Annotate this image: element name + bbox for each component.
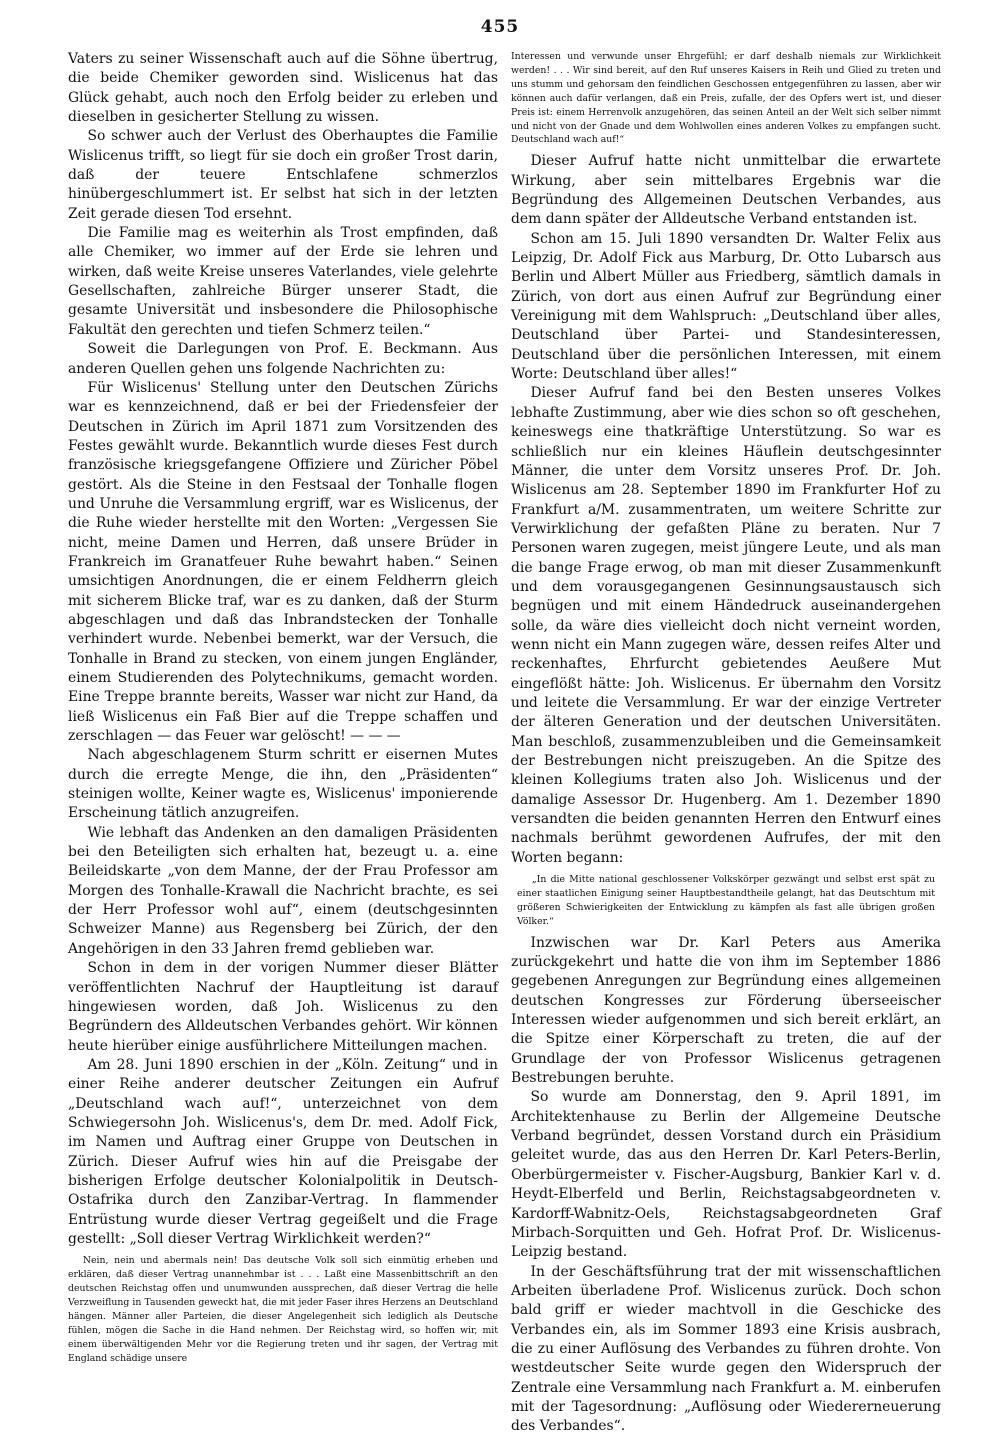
paragraph: Dieser Aufruf fand bei den Besten unseres Volkes lebhafte Zustimmung, aber wie dies schon so oft geschehen, keineswegs eine thatkräftige Unterstützung. So war es schließlich nur ein kleines Häuflein deutschgesinnter Männer, die unter dem Vorsitz unseres Prof. Dr. Joh. Wislicenus am 28. September 1890 im Frankfurter Hof zu Frankfurt a/M. zusammentraten, um weitere Schritte zur Verwirklichung der gefaßten Pläne zu beraten. Nur 7 Personen waren zugegen, meist jüngere Leute, und als man die bange Frage erwog, ob man mit dieser Zusammenkunft und dem vorausgegangenen Gesinnungsaustausch sich begnügen und mit einem Händedruck auseinandergehen solle, da wäre dies vielleicht doch nicht verneint worden, wenn nicht ein Mann zugegen wäre, dessen reifes Alter und reckenhaftes, Ehrfurcht gebietendes Aeußere Mut eingeflößt hätte: Joh. Wislicenus. Er übernahm den Vorsitz und leitete die Versammlung. Er war der einzige Vertreter der älteren Generation und der deutschen Universitäten. Man beschloß, zusammenzubleiben und die Gemeinsamkeit der Bestrebungen nicht preiszugeben. An die Spitze des kleinen Kollegiums traten also Joh. Wislicenus und der damalige Assessor Dr. Hugenberg. Am 1. Dezember 1890 versandten die beiden genannten Herren den Entwurf eines nachmals berühmt gewordenen Aufrufes, der mit den Worten begann:: [511, 385, 941, 866]
paragraph: Am 28. Juni 1890 erschien in der „Köln. Zeitung“ und in einer Reihe anderer deutscher Zeitungen ein Aufruf „Deutschland wach auf!“, unterzeichnet von dem Schwiegersohn Joh. Wislicenus's, dem Dr. med. Adolf Fick, im Namen und Auftrag einer Gruppe von Deutschen in Zürich. Dieser Aufruf wies hin auf die Preisgabe der bisherigen Erfolge deutscher Kolonialpolitik in Deutsch-Ostafrika durch den Zanzibar-Vertrag. In flammender Entrüstung wurde dieser Vertrag gegeißelt und die Frage gestellt: „Soll dieser Vertrag Wirklichkeit werden?“: [68, 1056, 498, 1247]
paragraph: Wie lebhaft das Andenken an den damaligen Präsidenten bei den Beteiligten sich erhalten hat, bezeugt u. a. eine Beileidskarte „von dem Manne, der der Frau Professor am Morgen des Tonhalle-Krawall die Nachricht brachte, es sei der Herr Professor wohl auf“, einem (deutschgesinnten Schweizer Manne) aus Regensberg bei Zürich, der den Angehörigen in den 33 Jahren fremd geblieben war.: [68, 824, 498, 957]
appeal-quote: Nein, nein und abermals nein! Das deutsche Volk soll sich einmütig erheben und erklären, daß dieser Vertrag unannehmbar ist . . . Laßt eine Massenbittschrift an den deutschen Reichstag offen und unumwunden aussprechen, daß dieser Vertrag die helle Verzweiflung in Tausenden geweckt hat, die mit jeder Faser ihres Herzens an Deutschland hängen. Männer aller Parteien, die dieser Angelegenheit sich lediglich als Deutsche fühlen, mögen die Sache in die Hand nehmen. Der Reichstag wird, so hoffen wir, mit einem überwältigenden Mehr vor die Regierung treten und ihr sagen, der Vertrag mit England schädige unsere: [68, 1255, 498, 1364]
right-column: [511, 50, 941, 1435]
page-number: 455: [480, 17, 520, 37]
paragraph: Für Wislicenus' Stellung unter den Deutschen Zürichs war es kennzeichnend, daß er bei der Friedensfeier der Deutschen in Zürich im April 1871 zum Vorsitzenden des Festes gewählt wurde. Bekanntlich wurde dieses Fest durch französische kriegsgefangene Offiziere und Züricher Pöbel gestört. Als die Steine in den Festsaal der Tonhalle flogen und Unruhe die Versammlung ergriff, war es Wislicenus, der die Ruhe wieder herstellte mit den Worten: „Vergessen Sie nicht, meine Damen und Herren, daß unsere Brüder in Frankreich im Granatfeuer Ruhe bewahrt haben.“ Seinen umsichtigen Anordnungen, die er einem Feldherrn gleich mit sicherem Blicke traf, war es zu danken, daß der Sturm abgeschlagen und daß das Inbrandstecken der Tonhalle verhindert wurde. Nebenbei bemerkt, war der Versuch, die Tonhalle in Brand zu stecken, von einem jungen Engländer, einem Studierenden des Polytechnikums, gemacht worden. Eine Treppe brannte bereits, Wasser war nicht zur Hand, da ließ Wislicenus ein Faß Bier auf die Treppe schaffen und zerschlagen — das Feuer war gelöscht! — — —: [68, 379, 498, 745]
manifesto-quote: „In die Mitte national geschlossener Volkskörper gezwängt und selbst erst spät zu einer staatlichen Einigung seiner Hauptbestandtheile gelangt, hat das Deutschtum mit größeren Schwierigkeiten der Entwicklung zu kämpfen als fast alle übrigen großen Völker.“: [517, 874, 935, 927]
paragraph: Die Familie mag es weiterhin als Trost empfinden, daß alle Chemiker, wo immer auf der Erde sie lehren und wirken, daß weite Kreise unseres Vaterlandes, viele gelehrte Gesellschaften, zahlreiche Bürger unserer Stadt, die gesamte Universität und insbesondere die Philosophische Fakultät den gerechten und tiefen Schmerz teilen.“: [68, 225, 498, 338]
left-column: [68, 50, 498, 1364]
paragraph: So wurde am Donnerstag, den 9. April 1891, im Architektenhause zu Berlin der Allgemeine Deutsche Verband begründet, dessen Vorstand durch ein Präsidium geleitet wurde, das aus den Herren Dr. Karl Peters-Berlin, Oberbürgermeister v. Fischer-Augsburg, Bankier Karl v. d. Heydt-Elberfeld und Berlin, Reichstagsabgeordneten v. Kardorff-Wabnitz-Oels, Reichstagsabgeordneten Graf Mirbach-Sorquitten und Geh. Hofrat Prof. Dr. Wislicenus-Leipzig bestand.: [511, 1089, 941, 1261]
paragraph: Dieser Aufruf hatte nicht unmittelbar die erwartete Wirkung, aber sein mittelbares Ergebnis war die Begründung des Allgemeinen Deutschen Verbandes, aus dem dann später der Alldeutsche Verband entstanden ist.: [511, 153, 941, 228]
paragraph: Schon am 15. Juli 1890 versandten Dr. Walter Felix aus Leipzig, Dr. Adolf Fick aus Marburg, Dr. Otto Lubarsch aus Berlin und Albert Müller aus Friedberg, sämtlich damals in Zürich, von dort aus einen Aufruf zur Begründung einer Vereinigung mit dem Wahlspruch: „Deutschland über alles, Deutschland über Partei- und Standesinteressen, Deutschland über die persönlichen Interessen, mit einem Worte: Deutschland über alles!“: [511, 230, 941, 383]
paragraph: Inzwischen war Dr. Karl Peters aus Amerika zurückgekehrt und hatte die von ihm im September 1886 gegebenen Anregungen zur Begründung eines allgemeinen deutschen Kongresses zur Förderung überseeischer Interessen wieder aufgenommen und sich bereit erklärt, an die Spitze einer Körperschaft zu treten, die auf der Grundlage der von Professor Wislicenus getragenen Bestrebungen beruhte.: [511, 934, 941, 1087]
paragraph: Schon in dem in der vorigen Nummer dieser Blätter veröffentlichten Nachruf der Hauptleitung ist darauf hingewiesen worden, daß Joh. Wislicenus zu den Begründern des Alldeutschen Verbandes gehört. Wir können heute hierüber einige ausführlichere Mitteilungen machen.: [68, 960, 498, 1054]
paragraph: In der Geschäftsführung trat der mit wissenschaftlichen Arbeiten überladene Prof. Wislicenus zurück. Doch schon bald griff er wieder machtvoll in die Geschicke des Verbandes ein, als im Sommer 1893 eine Krisis ausbrach, die zu einer Auflösung des Verbandes zu führen drohte. Von westdeutscher Seite wurde gegen den Widerspruch der Zentrale eine Versammlung nach Frankfurt a. M. einberufen mit der Tagesordnung: „Auflösung oder Wiedererneuerung des Verbandes“.: [511, 1263, 941, 1435]
paragraph: So schwer auch der Verlust des Oberhauptes die Familie Wislicenus trifft, so liegt für sie doch ein großer Trost darin, daß der teuere Entschlafene schmerzlos hinübergeschlummert ist. Er selbst hat sich in der letzten Zeit gerade diesen Tod ersehnt.: [68, 128, 498, 222]
appeal-quote-continued: Interessen und verwunde unser Ehrgefühl; er darf deshalb niemals zur Wirklichkeit werden! . . . Wir sind bereit, auf den Ruf unseres Kaisers in Reih und Glied zu treten und uns stumm und gehorsam den feindlichen Geschossen entgegenführen zu lassen, aber wir können auch dafür verlangen, daß ein Preis, zufalle, der des Opfers wert ist, und dieser Preis ist: einem Herrenvolk anzugehören, das seinen Anteil an der Welt sich selber nimmt und nicht von der Gnade und dem Wohlwollen eines anderen Volkes zu empfangen sucht. Deutschland wach auf!“: [511, 51, 941, 146]
paragraph: Nach abgeschlagenem Sturm schritt er eisernen Mutes durch die erregte Menge, die ihn, den „Präsidenten“ steinigen wollte, Keiner wagte es, Wislicenus' imponierende Erscheinung tätlich anzugreifen.: [68, 747, 498, 822]
paragraph: Soweit die Darlegungen von Prof. E. Beckmann. Aus anderen Quellen gehen uns folgende Nachrichten zu:: [68, 341, 498, 377]
paragraph: Vaters zu seiner Wissenschaft auch auf die Söhne übertrug, die beide Chemiker geworden sind. Wislicenus hat das Glück gehabt, auch noch den Erfolg beider zu erleben und dieselben in gesicherter Stellung zu wissen.: [68, 51, 498, 126]
